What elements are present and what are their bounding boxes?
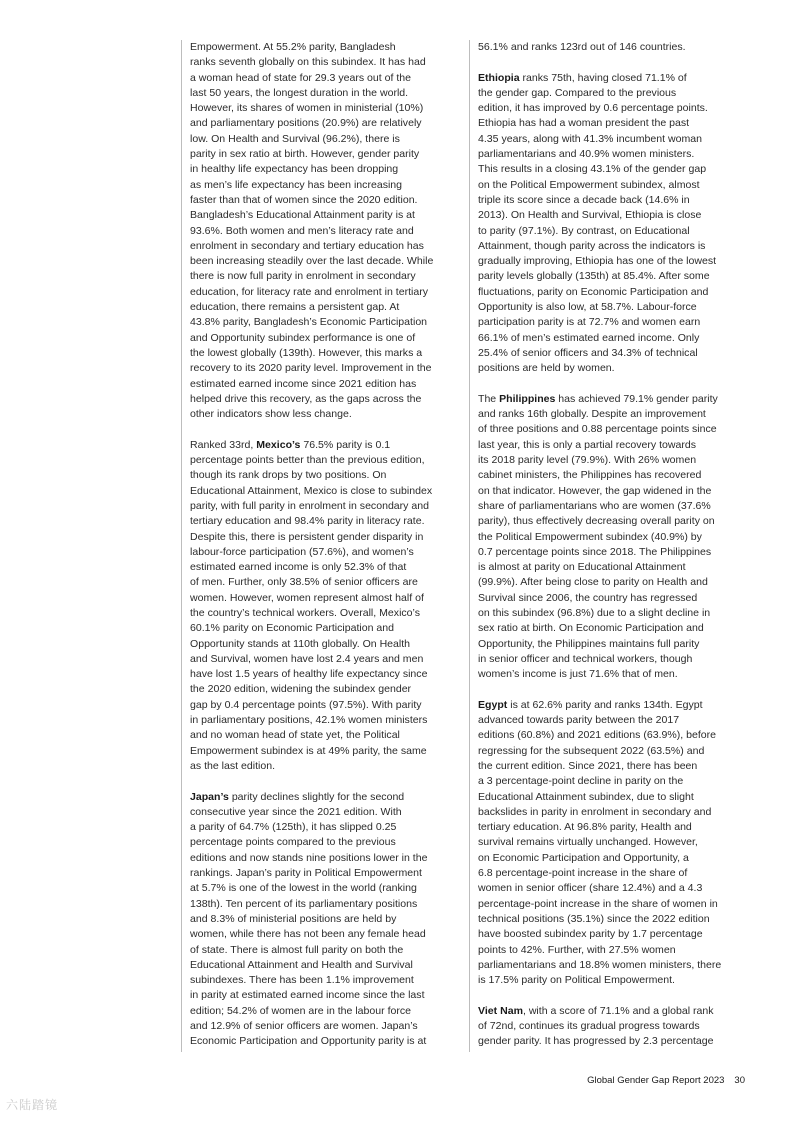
text-line: parliamentarians and 40.9% women ministers. <box>478 148 695 161</box>
country-name-philippines: Philippines <box>499 392 556 405</box>
text-line: Opportunity is also low, at 58.7%. Labour-force <box>478 301 697 314</box>
text-line: Educational Attainment and Health and Survival <box>190 958 413 971</box>
text-line: Despite this, there is persistent gender disparity in <box>190 530 424 543</box>
text-line: Attainment, though parity across the indicators is <box>478 239 706 252</box>
text-line: of state. There is almost full parity on both the <box>190 943 404 956</box>
mexico-paragraph: Ranked 33rd, Mexico’s 76.5% parity is 0.1 percentage points better than the previous edition, though its rank drops by two positions. On Educational Attainment, Mexico is close to subindex parity, with full parity in enrolment in secondary and tertiary education and 98.4% parity in literacy rate. Despite this, there is persistent gender disparity in labour-force participation (57.6%), and women’s estimated earned income is only 52.3% of that of men. Further, only 38.5% of senior officers are women. However, women represent almost half of the country’s technical workers. Overall, Mexico’s 60.1% parity on Economic Participation and Opportunity stands at 110th globally. On Health and Survival, women have lost 2.4 years and men have lost 1.5 years of healthy life expectancy since the 2020 edition, widening the subindex gender gap by 0.4 percentage points (97.5%). With parity in parliamentary positions, 42.1% women ministers and no woman head of state yet, the Political Empowerment subindex is at 49% parity, the same as the last edition. <box>190 438 464 775</box>
text-line: at 5.7% is one of the lowest in the world (ranking <box>190 882 417 895</box>
text-line: Opportunity stands at 110th globally. On Health <box>190 637 411 650</box>
text-line: Economic Participation and Opportunity parity is at <box>190 1035 427 1048</box>
text-line: education, there remains a persistent gap. At <box>190 301 400 314</box>
text-line: Bangladesh’s Educational Attainment parity is at <box>190 209 415 222</box>
text-line: ranks seventh globally on this subindex. It has had <box>190 56 426 69</box>
text-line: the gender gap. Compared to the previous <box>478 86 677 99</box>
text-line: However, its shares of women in ministerial (10%) <box>190 102 424 115</box>
bangladesh-paragraph <box>190 40 464 422</box>
text-line: a 3 percentage-point decline in parity on the <box>478 775 684 788</box>
text-line: on this subindex (96.8%) due to a slight decline in <box>478 606 711 619</box>
text-line: helped drive this recovery, as the gaps across the <box>190 392 422 405</box>
text-line: in parliamentary positions, 42.1% women ministers <box>190 714 428 727</box>
text-line: 6.8 percentage-point increase in the share of <box>478 867 688 880</box>
text-line: percentage-point increase in the share of women in <box>478 897 718 910</box>
watermark: 六陆踏镜 <box>6 1098 59 1112</box>
text-line: editions and now stands nine positions lower in the <box>190 851 428 864</box>
text-line: though its rank drops by two positions. On <box>190 469 387 482</box>
text-line: participation parity is at 72.7% and women earn <box>478 316 701 329</box>
text-line: share of parliamentarians who are women (37.6% <box>478 499 711 512</box>
text-line: of men. Further, only 38.5% of senior officers are <box>190 576 418 589</box>
text-line: 0.7 percentage points since 2018. The Philippines <box>478 545 712 558</box>
text-line: edition, it has improved by 0.6 percentage points. <box>478 102 708 115</box>
text-line: gap by 0.4 percentage points (97.5%). With parity <box>190 698 422 711</box>
country-name-egypt: Egypt <box>478 698 508 711</box>
text-line: been increasing steadily over the last decade. While <box>190 255 434 268</box>
text-line: survival remains virtually unchanged. However, <box>478 836 698 849</box>
text-line: This results in a closing 43.1% of the gender gap <box>478 163 707 176</box>
egypt-paragraph: Egypt is at 62.6% parity and ranks 134th. Egypt advanced towards parity between the 2017 editions (60.8%) and 2021 editions (63.9%), before regressing for the subsequent 2022 (63.5%) and the current edition. Since 2021, there has been a 3 percentage-point decline in parity on the Educational Attainment subindex, due to slight backslides in parity in enrolment in secondary and tertiary education. At 96.8% parity, Health and survival remains virtually unchanged. However, on Economic Participation and Opportunity, a 6.8 percentage-point increase in the share of women in senior officer (share 12.4%) and a 4.3 percentage-point increase in the share of women in technical positions (35.1%) since the 2022 edition have boosted subindex parity by 1.7 percentage points to 42%. Further, with 27.5% women parliamentarians and 18.8% women ministers, there is 17.5% parity on Political Empowerment. <box>478 698 754 989</box>
page-footer <box>560 1075 745 1086</box>
text-line: cabinet ministers, the Philippines has recovered <box>478 469 702 482</box>
text-line: women’s income is just 71.6% that of men. <box>478 668 678 681</box>
text-line: in senior officer and technical workers, though <box>478 652 693 665</box>
text-line: tertiary education and 98.4% parity in literacy rate. <box>190 515 425 528</box>
text-line: points to 42%. Further, with 27.5% women <box>478 943 676 956</box>
text-line: as the last edition. <box>190 759 276 772</box>
text-line: the country’s technical workers. Overall, Mexico’s <box>190 606 420 619</box>
text-line: on Economic Participation and Opportunity, a <box>478 851 689 864</box>
text-line: 4.35 years, along with 41.3% incumbent woman <box>478 132 702 145</box>
text-line: last 50 years, the longest duration in the world. <box>190 86 409 99</box>
text-line: labour-force participation (57.6%), and women’s <box>190 545 414 558</box>
text-line: Opportunity, the Philippines maintains full parity <box>478 637 700 650</box>
text-line: in parity at estimated earned income since the last <box>190 989 425 1002</box>
text-line: last year, this is only a partial recovery towards <box>478 438 697 451</box>
text-line: consecutive year since the 2021 edition. With <box>190 805 402 818</box>
text-line: there is now full parity in enrolment in secondary <box>190 270 416 283</box>
text-line: have lost 1.5 years of healthy life expectancy since <box>190 668 428 681</box>
text-line: 56.1% and ranks 123rd out of 146 countries. <box>478 41 686 53</box>
country-name-ethiopia: Ethiopia <box>478 71 520 84</box>
text-line: Educational Attainment subindex, due to slight <box>478 790 694 803</box>
text-line: Ethiopia has had a woman president the past <box>478 117 690 130</box>
text-line: and 8.3% of ministerial positions are held by <box>190 912 397 925</box>
country-name-viet-nam: Viet Nam <box>478 1004 523 1017</box>
text-line: rankings. Japan’s parity in Political Empowerment <box>190 867 422 880</box>
text-line: Empowerment subindex is at 49% parity, the same <box>190 744 427 757</box>
viet-nam-paragraph: Viet Nam, with a score of 71.1% and a global rank of 72nd, continues its gradual progress towards gender parity. It has progressed by 2.3 percentage <box>478 1004 754 1050</box>
text-line: 2013). On Health and Survival, Ethiopia is close <box>478 209 702 222</box>
text-line: on that indicator. However, the gap widened in the <box>478 484 712 497</box>
text-line: advanced towards parity between the 2017 <box>478 714 680 727</box>
text-line: and parliamentary positions (20.9%) are relatively <box>190 117 422 130</box>
text-line: the Political Empowerment subindex (40.9%) by <box>478 530 702 543</box>
text-line: is almost at parity on Educational Attainment <box>478 561 686 574</box>
text-line: estimated earned income is only 52.3% of that <box>190 561 407 574</box>
text-line: women, while there has not been any female head <box>190 928 426 941</box>
right-column <box>469 40 754 1052</box>
text-line: 138th). Ten percent of its parliamentary positions <box>190 897 418 910</box>
text-line: edition; 54.2% of women are in the labour force <box>190 1004 412 1017</box>
text-line: of 72nd, continues its gradual progress towards <box>478 1020 700 1032</box>
text-line: to parity (97.1%). By contrast, on Educational <box>478 224 690 237</box>
text-line: the lowest globally (139th). However, this marks a <box>190 346 423 359</box>
text-line: and no woman head of state yet, the Political <box>190 729 400 742</box>
report-title: Global Gender Gap Report 2023 <box>587 1075 725 1086</box>
text-line: 93.6%. Both women and men’s literacy rate and <box>190 224 414 237</box>
text-line: the 2020 edition, widening the subindex gender <box>190 683 412 696</box>
text-line: is 17.5% parity on Political Empowerment. <box>478 974 675 987</box>
text-line: low. On Health and Survival (96.2%), there is <box>190 132 400 145</box>
text-line: of three positions and 0.88 percentage points since <box>478 423 717 436</box>
text-line: Educational Attainment, Mexico is close to subindex <box>190 484 433 497</box>
text-line: and ranks 16th globally. Despite an improvement <box>478 408 706 421</box>
text-line: a parity of 64.7% (125th), it has slipped 0.25 <box>190 821 397 834</box>
text-line: parity), thus effectively decreasing overall parity on <box>478 515 715 528</box>
text-line: and 12.9% of senior officers are women. Japan’s <box>190 1020 418 1032</box>
text-line: and Opportunity subindex performance is one of <box>190 331 416 344</box>
text-line: triple its score since a decade back (14.6% in <box>478 193 690 206</box>
text-line: its 2018 parity level (79.9%). With 26% women <box>478 454 697 467</box>
text-line: fluctuations, parity on Economic Participation and <box>478 285 709 298</box>
text-line: women in senior officer (share 12.4%) and a 4.3 <box>478 882 703 895</box>
text-line: sex ratio at birth. On Economic Participation and <box>478 622 704 635</box>
text-line: faster than that of women since the 2020 edition. <box>190 193 418 206</box>
text-line: recovery to its 2020 parity level. Improvement in the <box>190 362 432 375</box>
text-line: subindexes. There has been 1.1% improvement <box>190 974 414 987</box>
country-name-mexico: Mexico’s <box>256 438 301 451</box>
text-line: Empowerment. At 55.2% parity, Bangladesh <box>190 41 396 53</box>
text-line: education, for literacy rate and enrolment in tertiary <box>190 285 429 298</box>
japan-paragraph-continued <box>478 40 754 55</box>
text-line: (99.9%). After being close to parity on Health and <box>478 576 708 589</box>
text-line: and Survival, women have lost 2.4 years and men <box>190 652 424 665</box>
text-line: percentage points better than the previous edition, <box>190 454 425 467</box>
text-line: 60.1% parity on Economic Participation and <box>190 622 395 635</box>
text-line: editions (60.8%) and 2021 editions (63.9%), before <box>478 729 717 742</box>
text-line: 66.1% of men’s estimated earned income. Only <box>478 331 700 344</box>
text-line: in healthy life expectancy has been dropping <box>190 163 399 176</box>
ethiopia-paragraph: Ethiopia ranks 75th, having closed 71.1% of the gender gap. Compared to the previous edition, it has improved by 0.6 percentage points. Ethiopia has had a woman president the past 4.35 years, along with 41.3% incumbent woman parliamentarians and 40.9% women ministers. This results in a closing 43.1% of the gender gap on the Political Empowerment subindex, almost triple its score since a decade back (14.6% in 2013). On Health and Survival, Ethiopia is close to parity (97.1%). By contrast, on Educational Attainment, though parity across the indicators is gradually improving, Ethiopia has one of the lowest parity levels globally (135th) at 85.4%. After some fluctuations, parity on Economic Participation and Opportunity is also low, at 58.7%. Labour-force participation parity is at 72.7% and women earn 66.1% of men’s estimated earned income. Only 25.4% of senior officers and 34.3% of technical positions are held by women. <box>478 71 754 377</box>
text-line: tertiary education. At 96.8% parity, Health and <box>478 821 692 834</box>
text-line: parliamentarians and 18.8% women ministers, there <box>478 958 722 971</box>
text-line: 25.4% of senior officers and 34.3% of technical <box>478 346 698 359</box>
text-line: parity levels globally (135th) at 85.4%. After some <box>478 270 710 283</box>
text-line: regressing for the subsequent 2022 (63.5%) and <box>478 744 705 757</box>
text-line: enrolment in secondary and tertiary education has <box>190 239 424 252</box>
country-name-japan: Japan’s <box>190 790 229 803</box>
text-line: women. However, women represent almost half of <box>190 591 424 604</box>
text-line: positions are held by women. <box>478 362 615 375</box>
text-line: as men’s life expectancy has been increasing <box>190 178 403 191</box>
text-line: Survival since 2006, the country has regressed <box>478 591 698 604</box>
text-line: gradually improving, Ethiopia has one of the lowest <box>478 255 717 268</box>
text-line: percentage points compared to the previous <box>190 836 396 849</box>
text-line: parity, with full parity in enrolment in secondary and <box>190 499 429 512</box>
text-line: technical positions (35.1%) since the 2022 edition <box>478 912 710 925</box>
text-line: have boosted subindex parity by 1.7 percentage <box>478 928 703 941</box>
philippines-paragraph: The Philippines has achieved 79.1% gender parity and ranks 16th globally. Despite an improvement of three positions and 0.88 percentage points since last year, this is only a partial recovery towards its 2018 parity level (79.9%). With 26% women cabinet ministers, the Philippines has recovered on that indicator. However, the gap widened in the share of parliamentarians who are women (37.6% parity), thus effectively decreasing overall parity on the Political Empowerment subindex (40.9%) by 0.7 percentage points since 2018. The Philippines is almost at parity on Educational Attainment (99.9%). After being close to parity on Health and Survival since 2006, the country has regressed on this subindex (96.8%) due to a slight decline in sex ratio at birth. On Economic Participation and Opportunity, the Philippines maintains full parity in senior officer and technical workers, though women’s income is just 71.6% that of men. <box>478 392 754 683</box>
text-line: other indicators show less change. <box>190 408 352 421</box>
text-line: estimated earned income since 2021 edition has <box>190 377 417 390</box>
left-column <box>181 40 464 1052</box>
text-line: the current edition. Since 2021, there has been <box>478 759 698 772</box>
text-line: 43.8% parity, Bangladesh’s Economic Participation <box>190 316 428 329</box>
japan-paragraph: Japan’s parity declines slightly for the second consecutive year since the 2021 edition. With a parity of 64.7% (125th), it has slipped 0.25 percentage points compared to the previous editions and now stands nine positions lower in the rankings. Japan’s parity in Political Empowerment at 5.7% is one of the lowest in the world (ranking 138th). Ten percent of its parliamentary positions and 8.3% of ministerial positions are held by women, while there has not been any female head of state. There is almost full parity on both the Educational Attainment and Health and Survival subindexes. There has been 1.1% improvement in parity at estimated earned income since the last edition; 54.2% of women are in the labour force and 12.9% of senior officers are women. Japan’s Economic Participation and Opportunity parity is at <box>190 790 464 1050</box>
page-number: 30 <box>734 1075 745 1086</box>
text-line: on the Political Empowerment subindex, almost <box>478 178 700 191</box>
text-line: a woman head of state for 29.3 years out of the <box>190 71 412 84</box>
text-line: backslides in parity in enrolment in secondary and <box>478 805 712 818</box>
text-line: gender parity. It has progressed by 2.3 percentage <box>478 1035 714 1048</box>
text-line: parity in sex ratio at birth. However, gender parity <box>190 148 420 161</box>
